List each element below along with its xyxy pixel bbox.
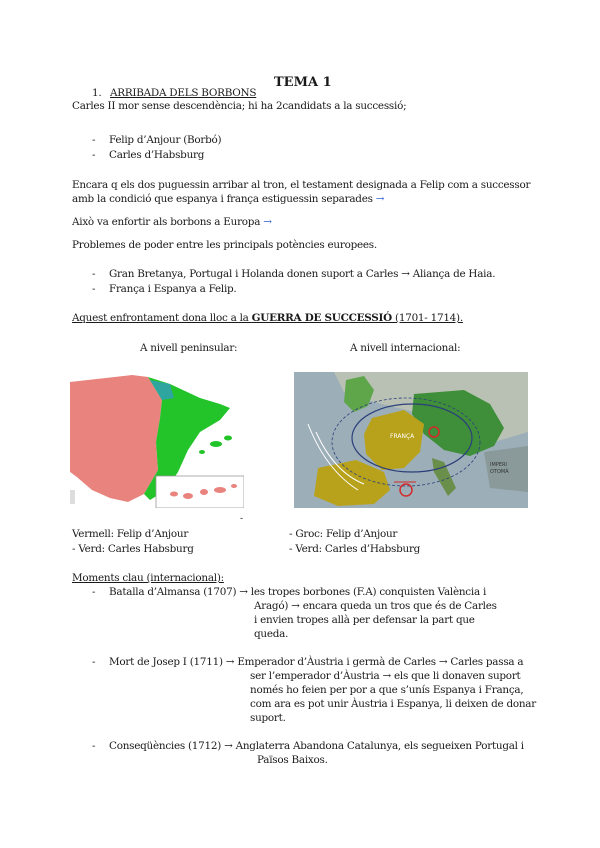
- moment-2-line-2: ser l’emperador d’Àustria → els que li donaven suport: [250, 670, 521, 682]
- moment-2-line-4: com ara es pot unir Àustria i Espanya, li deixen de donar: [250, 698, 536, 710]
- otoma-label: OTOMÀ: [490, 469, 509, 475]
- problemes-paragraph: Problemes de poder entre les principals potències europees.: [72, 239, 377, 251]
- testament-line-2: [72, 192, 384, 206]
- war-dates: (1701- 1714).: [391, 312, 463, 324]
- peninsular-map-graphic: [70, 372, 244, 508]
- candidate-item: Carles d’Habsburg: [109, 149, 205, 161]
- moment-3-line-2: Països Baixos.: [257, 754, 328, 766]
- testament-text: amb la condició que espanya i frança estiguessin separades: [72, 193, 373, 205]
- arrow-icon: →: [375, 193, 385, 205]
- map-tick: -: [240, 514, 243, 524]
- peninsular-map: [70, 372, 244, 508]
- bullet-dash: -: [92, 740, 96, 752]
- support-item: França i Espanya a Felip.: [109, 283, 237, 295]
- international-map: [294, 372, 528, 508]
- moment-2-line-1: Mort de Josep I (1711) → Emperador d’Àustria i germà de Carles → Carles passa a: [109, 656, 524, 668]
- war-prefix: Aquest enfrontament dona lloc a la: [72, 312, 252, 324]
- bullet-dash: -: [92, 149, 96, 161]
- bullet-dash: -: [92, 134, 96, 146]
- support-item: Gran Bretanya, Portugal i Holanda donen suport a Carles → Aliança de Haia.: [109, 268, 496, 280]
- peninsular-label: A nivell peninsular:: [140, 342, 238, 354]
- moment-3-line-1: Conseqüències (1712) → Anglaterra Abandona Catalunya, els segueixen Portugal i: [109, 740, 524, 752]
- moments-heading: Moments clau (internacional):: [72, 572, 224, 584]
- international-label: A nivell internacional:: [350, 342, 461, 354]
- legend-red: Vermell: Felip d’Anjour: [72, 528, 189, 540]
- war-paragraph: [72, 311, 463, 325]
- intro-paragraph: Carles II mor sense descendència; hi ha 2candidats a la successió;: [72, 100, 407, 112]
- legend-green-left: - Verd: Carles Habsburg: [72, 543, 194, 555]
- section-number: 1.: [92, 87, 102, 99]
- legend-green-right: - Verd: Carles d’Habsburg: [289, 543, 421, 555]
- moment-1-line-1: Batalla d’Almansa (1707) → les tropes borbones (F.A) conquisten València i: [109, 586, 487, 598]
- international-map-graphic: [294, 372, 528, 508]
- page-title: TEMA 1: [274, 75, 332, 90]
- moment-2-line-3: només ho feien per por a que s’unís Espanya i França,: [250, 684, 524, 696]
- franca-label: FRANÇA: [390, 433, 415, 440]
- bullet-dash: -: [92, 586, 96, 598]
- moment-1-line-4: queda.: [254, 628, 289, 640]
- legend-yellow: - Groc: Felip d’Anjour: [289, 528, 398, 540]
- war-name: GUERRA DE SUCCESSIÓ: [251, 312, 392, 324]
- imperi-label: IMPERI: [490, 462, 507, 468]
- moment-1-line-2: Aragó) → encara queda un tros que és de Carles: [254, 600, 497, 612]
- moment-1-line-3: i envien tropes allà per defensar la part que: [254, 614, 475, 626]
- bullet-dash: -: [92, 656, 96, 668]
- testament-line-1: Encara q els dos puguessin arribar al tron, el testament designada a Felip com a successor: [72, 179, 531, 191]
- enfortir-paragraph: [72, 215, 272, 229]
- arrow-icon: →: [263, 216, 272, 228]
- moment-2-line-5: suport.: [250, 712, 286, 724]
- bullet-dash: -: [92, 268, 96, 280]
- section-heading: ARRIBADA DELS BORBONS: [110, 87, 257, 99]
- bullet-dash: -: [92, 283, 96, 295]
- candidate-item: Felip d’Anjour (Borbó): [109, 134, 222, 146]
- enfortir-text: Això va enfortir als borbons a Europa: [72, 216, 261, 228]
